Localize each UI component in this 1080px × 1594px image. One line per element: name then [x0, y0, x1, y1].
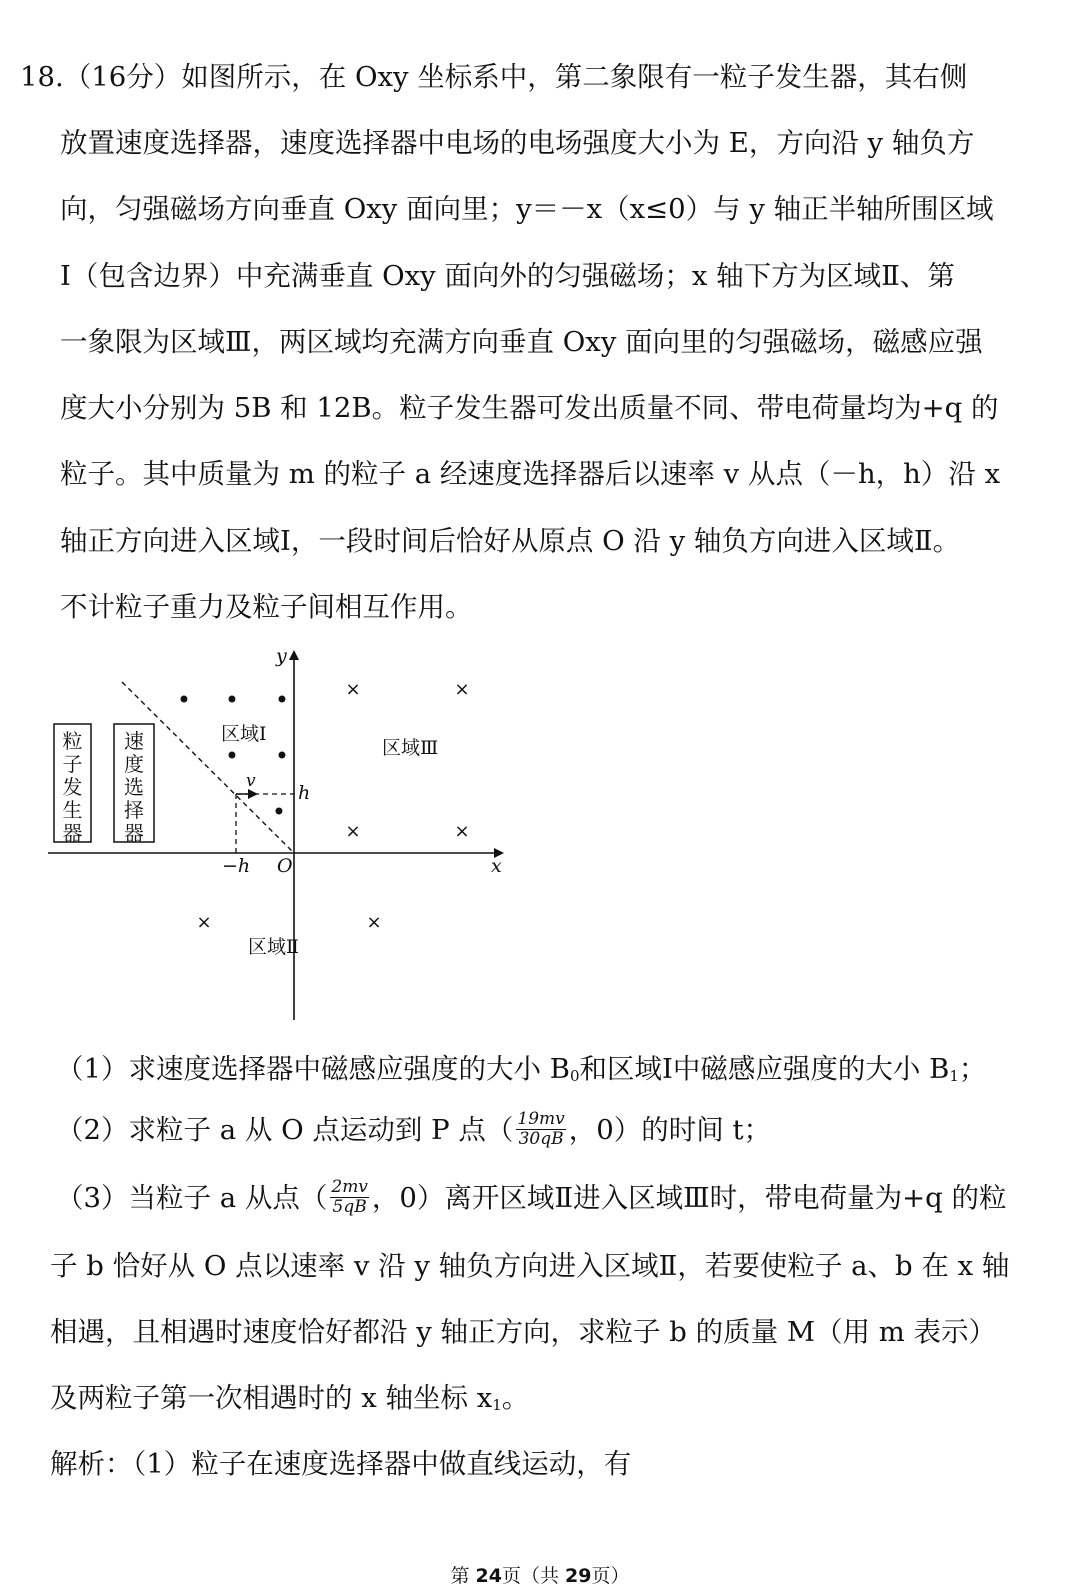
field-dot: • [224, 742, 240, 770]
region-1-label: 区域Ⅰ [221, 723, 267, 745]
q3-denominator: 5qB [332, 1197, 367, 1217]
q1-subscript-0: 0 [569, 1067, 580, 1085]
selector-char: 速 [124, 729, 144, 753]
problem-line-2: 放置速度选择器，速度选择器中电场的电场强度大小为 E，方向沿 y 轴负方 [60, 127, 975, 159]
velocity-selector-box [114, 724, 154, 845]
field-dot: • [176, 686, 192, 714]
page-footer [0, 1563, 1080, 1589]
problem-line-4: Ⅰ（包含边界）中充满垂直 Oxy 面向外的匀强磁场；x 轴下方为区域Ⅱ、第 [60, 260, 955, 292]
question-3-line-3: 相遇，且相遇时速度恰好都沿 y 轴正方向，求粒子 b 的质量 M（用 m 表示） [50, 1316, 997, 1348]
problem-line-8: 轴正方向进入区域Ⅰ，一段时间后恰好从原点 O 沿 y 轴负方向进入区域Ⅱ。 [60, 525, 961, 557]
q1-text-a: （1）求速度选择器中磁感应强度的大小 B [56, 1053, 570, 1085]
generator-char: 发 [62, 775, 83, 799]
footer-total-pages: 29 [565, 1565, 592, 1587]
question-3-line-2: 子 b 恰好从 O 点以速率 v 沿 y 轴负方向进入区域Ⅱ，若要使粒子 a、b 在 x 轴 [50, 1250, 1010, 1282]
physics-figure [46, 642, 516, 1026]
region-3-label: 区域Ⅲ [382, 737, 439, 759]
q2-text-b: ，0）的时间 t； [568, 1114, 772, 1146]
field-cross: × [196, 912, 212, 933]
footer-mid: 页（共 [501, 1565, 566, 1587]
field-dot: • [274, 686, 290, 714]
neg-h-label: −h [222, 855, 251, 877]
generator-char: 子 [62, 752, 83, 776]
q1-text-c: ； [958, 1053, 987, 1085]
problem-line-1: 18.（16分）如图所示，在 Oxy 坐标系中，第二象限有一粒子发生器，其右侧 [20, 61, 968, 93]
field-dot: • [224, 686, 240, 714]
question-1 [56, 1049, 986, 1089]
q3-numerator: 2mv [331, 1177, 368, 1197]
selector-char: 选 [124, 775, 144, 799]
question-3-line-1 [56, 1178, 1007, 1219]
problem-line-7: 粒子。其中质量为 m 的粒子 a 经速度选择器后以速率 v 从点（－h，h）沿 x [60, 458, 1001, 490]
field-cross: × [345, 821, 361, 842]
x-axis-label: x [491, 855, 502, 877]
origin-label: O [277, 855, 293, 877]
question-3-line-4 [50, 1378, 529, 1418]
q2-text-a: （2）求粒子 a 从 O 点运动到 P 点（ [56, 1114, 514, 1146]
generator-char: 生 [62, 798, 83, 822]
q3-line4-text-b: 。 [501, 1382, 530, 1414]
problem-line-6: 度大小分别为 5B 和 12B。粒子发生器可发出质量不同、带电荷量均为+q 的 [60, 392, 999, 424]
selector-char: 度 [124, 752, 144, 776]
field-cross: × [454, 679, 470, 700]
q3-line4-text-a: 及两粒子第一次相遇时的 x 轴坐标 x [50, 1382, 493, 1414]
boundary-line [122, 682, 294, 853]
field-dot: • [274, 742, 290, 770]
field-cross: × [345, 679, 361, 700]
field-cross: × [454, 821, 470, 842]
q3-text-b: ，0）离开区域Ⅱ进入区域Ⅲ时，带电荷量为+q 的粒 [371, 1182, 1007, 1214]
field-cross: × [366, 912, 382, 933]
generator-char: 粒 [62, 729, 83, 753]
region-2-label: 区域Ⅱ [248, 936, 299, 958]
q1-text-b: 和区域Ⅰ中磁感应强度的大小 B [579, 1053, 950, 1085]
footer-page-number: 24 [475, 1565, 502, 1587]
question-2 [56, 1110, 771, 1151]
q2-numerator: 19mv [517, 1109, 565, 1129]
problem-line-5: 一象限为区域Ⅲ，两区域均充满方向垂直 Oxy 面向里的匀强磁场，磁感应强 [60, 326, 983, 358]
y-axis-label: y [276, 645, 287, 667]
q2-fraction [516, 1110, 565, 1149]
problem-line-3: 向，匀强磁场方向垂直 Oxy 面向里；y＝－x（x≤0）与 y 轴正半轴所围区域 [60, 193, 994, 225]
selector-char: 择 [124, 798, 144, 822]
footer-post: 页） [591, 1565, 630, 1587]
problem-line-9: 不计粒子重力及粒子间相互作用。 [60, 591, 473, 623]
footer-pre: 第 [450, 1565, 476, 1587]
field-dot: • [271, 798, 287, 826]
h-label: h [298, 782, 311, 804]
q1-subscript-1: 1 [949, 1067, 959, 1085]
particle-generator-box [54, 724, 91, 845]
q3-text-a: （3）当粒子 a 从点（ [56, 1182, 328, 1214]
v-label: v [246, 771, 256, 791]
q3-line4-subscript: 1 [492, 1396, 502, 1414]
generator-char: 器 [62, 821, 83, 845]
selector-char: 器 [124, 821, 144, 845]
q3-fraction [330, 1178, 369, 1217]
solution-intro: 解析：（1）粒子在速度选择器中做直线运动，有 [50, 1448, 632, 1480]
q2-denominator: 30qB [518, 1129, 564, 1149]
